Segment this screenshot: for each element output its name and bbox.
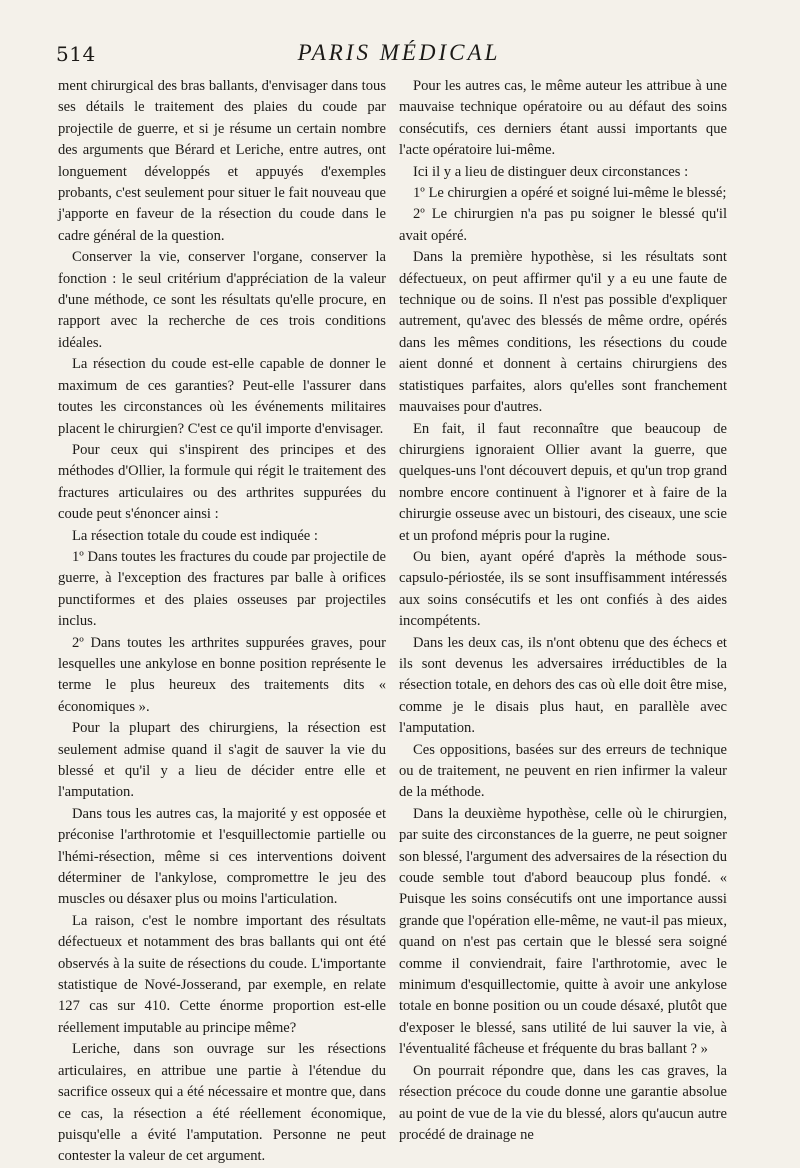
left-column	[58, 76, 386, 1168]
journal-title: PARIS MÉDICAL	[297, 40, 501, 65]
paragraph: Leriche, dans son ouvrage sur les résections articulaires, en attribue une partie à l'étendue du sacrifice osseux qui a été nécessaire et montre que, dans ce cas, la résection a été réellement économique, puisqu'elle a évité l'amputation. Personne ne peut contester la valeur de cet argument.	[58, 1041, 386, 1165]
right-column	[399, 76, 727, 1146]
paragraph: 2º Dans toutes les arthrites suppurées graves, pour lesquelles une ankylose en bonne position représente le terme le plus heureux des traitements dits « économiques ».	[58, 634, 386, 715]
paragraph: Dans la première hypothèse, si les résultats sont défectueux, on peut affirmer qu'il y a eu une faute de technique ou de soins. Il n'est pas possible d'expliquer autrement, qu'avec des blessés de même ordre, opérés dans les mêmes conditions, les résections du coude aient donné et donnent à certains chirurgiens des statistiques parfaites, alors qu'elles sont franchement mauvaises pour d'autres.	[399, 249, 727, 416]
paragraph: La résection du coude est-elle capable de donner le maximum de ces garanties? Peut-elle l'assurer dans toutes les circonstances où les événements militaires placent le chirurgien? C'est ce qu'il importe d'envisager.	[58, 356, 386, 437]
paragraph: En fait, il faut reconnaître que beaucoup de chirurgiens ignoraient Ollier avant la guerre, que quelques-uns l'ont découvert depuis, et qu'un trop grand nombre encore continuent à l'ignorer et à faire de la chirurgie osseuse avec un bistouri, des ciseaux, une scie et un profond mépris pour la rugine.	[399, 420, 727, 544]
paragraph: 1º Dans toutes les fractures du coude par projectile de guerre, à l'exception des fractures par balle à orifices punctiformes et des plaies osseuses par projectiles inclus.	[58, 548, 386, 630]
paragraph: Pour les autres cas, le même auteur les attribue à une mauvaise technique opératoire ou au défaut des soins consécutifs, ces derniers étant aussi importants que l'acte opératoire lui-même.	[399, 78, 727, 159]
page-number: 514	[56, 42, 96, 66]
paragraph: Dans les deux cas, ils n'ont obtenu que des échecs et ils sont devenus les adversaires irréductibles de la résection totale, en dehors des cas où elle doit être mise, comme je le disais plus haut, en parallèle avec l'amputation.	[399, 634, 727, 737]
paragraph: Dans la deuxième hypothèse, celle où le chirurgien, par suite des circonstances de la guerre, ne peut soigner son blessé, l'argument des adversaires de la résection du coude semble tout d'abord beaucoup plus fondé. « Puisque les soins consécutifs ont une importance aussi grande que l'opération elle-même, ne vaut-il pas mieux, quand on n'est pas certain que le blessé sera soigné comme il conviendrait, faire l'arthrotomie, avec le minimum d'esquillectomie, quitte à avoir une ankylose totale en bonne position ou un coude désaxé, plutôt que d'exposer le blessé, sans utilité de lui sauver la vie, à l'éventualité fâcheuse et fréquente du bras ballant ? »	[399, 805, 727, 1058]
paragraph: Ou bien, ayant opéré d'après la méthode sous-capsulo-périostée, ils se sont insuffisamment intéressés aux soins consécutifs et les ont confiés à des aides incompétents.	[399, 548, 727, 630]
paragraph: Ici il y a lieu de distinguer deux circonstances :	[413, 163, 689, 180]
paragraph: Ces oppositions, basées sur des erreurs de technique ou de traitement, ne peuvent en rien infirmer la valeur de la méthode.	[399, 741, 727, 801]
paragraph: On pourrait répondre que, dans les cas graves, la résection précoce du coude donne une garantie absolue au point de vue de la vie du blessé, alors qu'aucun autre procédé de drainage ne	[399, 1062, 727, 1143]
paragraph: 1º Le chirurgien a opéré et soigné lui-même le blessé;	[413, 185, 727, 202]
paragraph: Dans tous les autres cas, la majorité y est opposée et préconise l'arthrotomie et l'esquillectomie partielle ou l'hémi-résection, même si ces interventions doivent déterminer de l'ankylose, compromettre le jeu des muscles ou désaxer plus ou moins l'articulation.	[58, 805, 386, 908]
page-header	[56, 40, 742, 70]
paragraph: 2º Le chirurgien n'a pas pu soigner le blessé qu'il avait opéré.	[399, 206, 727, 244]
paragraph: Pour ceux qui s'inspirent des principes et des méthodes d'Ollier, la formule qui régit le traitement des fractures articulaires ou des arthrites suppurées du coude peut s'énoncer ainsi :	[58, 441, 386, 523]
paragraph: La raison, c'est le nombre important des résultats défectueux et notamment des bras ballants qui ont été observés à la suite de résections du coude. L'importante statistique de Nové-Josserand, par exemple, en relate 127 cas sur 410. Cette énorme proportion est-elle réellement imputable au principe même?	[58, 912, 386, 1036]
paragraph: La résection totale du coude est indiquée :	[72, 527, 318, 544]
paragraph: Pour la plupart des chirurgiens, la résection est seulement admise quand il s'agit de sauver la vie du blessé et qu'il y a lieu de décider entre elle et l'amputation.	[58, 720, 386, 801]
paragraph: ment chirurgical des bras ballants, d'envisager dans tous ses détails le traitement des plaies du coude par projectile de guerre, et si je résume un certain nombre des arguments que Bérard et Leriche, entre autres, ont longuement développés et appuyés d'exemples probants, c'est seulement pour situer le fait nouveau que j'apporte en faveur de la résection du coude dans le cadre général de la question.	[58, 78, 386, 244]
paragraph: Conserver la vie, conserver l'organe, conserver la fonction : le seul critérium d'appréciation de la valeur d'une méthode, ce sont les résultats qu'elle procure, en rapport avec la recherche de ces trois conditions idéales.	[58, 249, 386, 351]
